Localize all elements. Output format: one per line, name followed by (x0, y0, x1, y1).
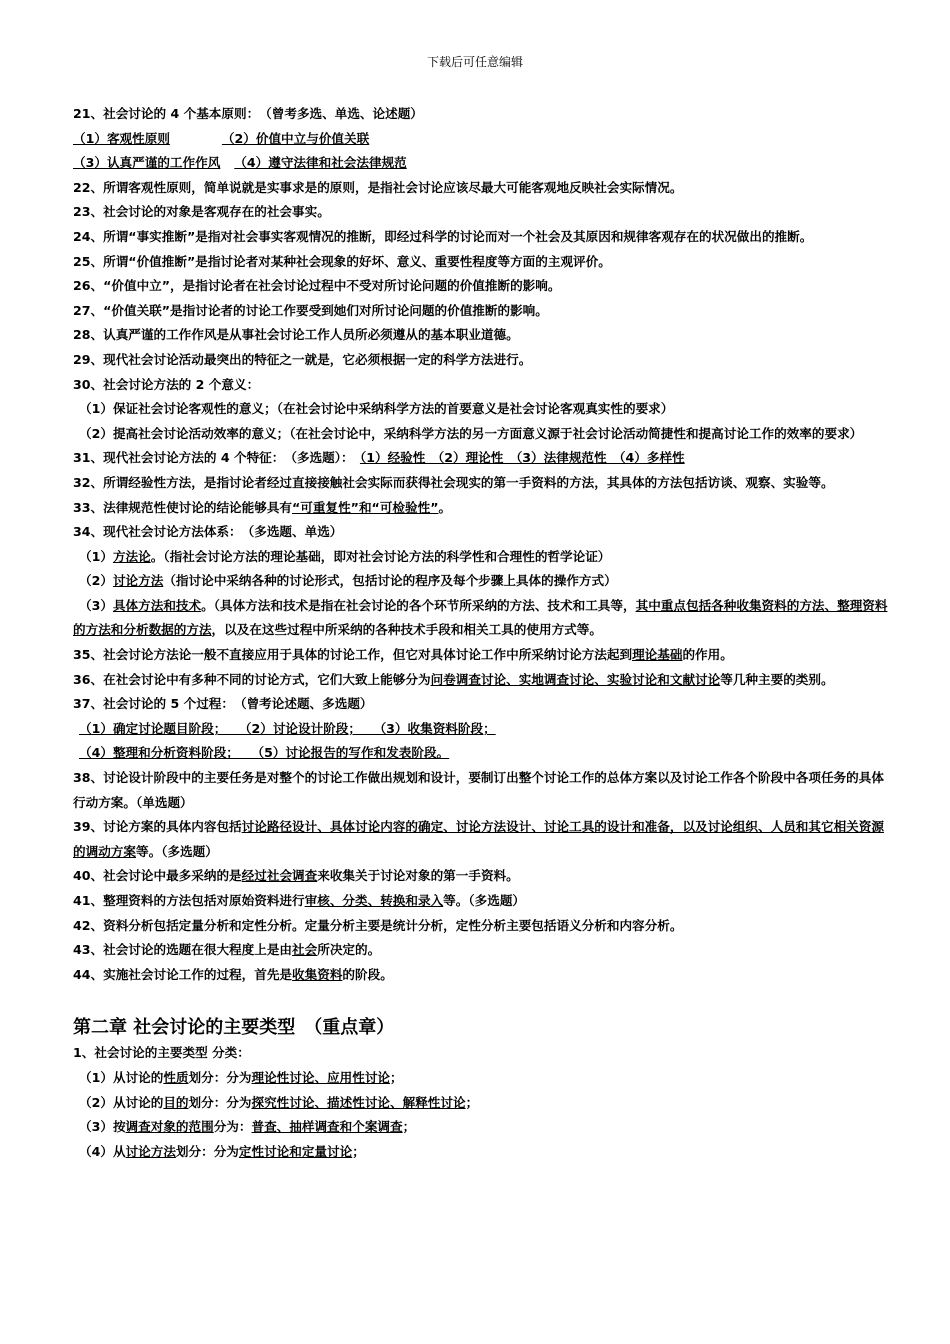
stages: （1）确定讨论题目阶段； （2）讨论设计阶段； （3）收集资料阶段； (79, 720, 496, 736)
item-33 (73, 496, 893, 521)
item-note: （多选题）： (290, 450, 348, 466)
text: 。（具体方法和技术是指在社会讨论的各个环节所采纳的方法、技术和工具等， (201, 597, 636, 613)
item-30: 30、社会讨论方法的 2 个意义： (73, 376, 260, 392)
item-36 (73, 668, 893, 693)
option: （4）遵守法律和社会法律规范 (234, 155, 407, 171)
chapter-item-1-1 (79, 1066, 893, 1091)
underlined-text: 具体方法和技术 (112, 597, 202, 613)
underlined-text: 调查对象的范围 (125, 1119, 214, 1135)
item-42: 42、资料分析包括定量分析和定性分析。定量分析主要是统计分析，定性分析主要包括语义分析和内容分析。 (73, 917, 683, 933)
item-32: 32、所谓经验性方法，是指讨论者经过直接接触社会实际而获得社会现实的第一手资料的方法，其具体的方法包括访谈、观察、实验等。 (73, 474, 834, 490)
document-body (73, 102, 893, 1164)
item-34-3 (73, 594, 893, 643)
chapter-heading (73, 1015, 893, 1041)
underlined-text: 目的 (163, 1094, 189, 1110)
text: 35、社会讨论方法论一般不直接应用于具体的讨论工作，但它对具体讨论工作中所采纳讨论方法起到 (73, 647, 633, 663)
item-23: 23、社会讨论的对象是客观存在的社会事实。 (73, 204, 330, 220)
text: （3）按 (79, 1119, 126, 1135)
underlined-text: 理论基础 (632, 647, 683, 663)
text: 的阶段。 (342, 966, 393, 982)
text: 划分：分为 (188, 1069, 252, 1085)
item-34 (73, 520, 893, 545)
item-note: （多选题、单选） (247, 524, 343, 540)
text: 40、社会讨论中最多采纳的是 (73, 868, 242, 884)
item-37-1 (79, 717, 893, 742)
underlined-text: 经过社会调查 (241, 868, 318, 884)
item-28: 28、认真严谨的工作作风是从事社会讨论工作人员所必须遵从的基本职业道德。 (73, 327, 519, 343)
underlined-text: 审核、分类、转换和录入 (304, 893, 444, 908)
text: （2）从讨论的 (79, 1094, 164, 1110)
item-21 (73, 102, 893, 127)
text: 36、在社会讨论中有多种不同的讨论方式，它们大致上能够分为 (73, 671, 431, 687)
text: 所决定的。 (317, 942, 381, 958)
chapter-item-1-4 (79, 1140, 893, 1165)
text: 分为： (213, 1119, 252, 1135)
item-44 (73, 963, 893, 988)
text: 等几种主要的类别。 (720, 671, 834, 687)
underlined-text: 讨论路径设计、具体讨论内容的确定、讨论方法设计、讨论工具的设计和准备，以及讨论组织、人员和其它相关资源的调动方案 (73, 819, 884, 859)
chapter-item-1: 1、社会讨论的主要类型 分类： (73, 1045, 250, 1061)
text: ； (465, 1094, 479, 1110)
item-text: 21、社会讨论的 4 个基本原则： (73, 106, 253, 121)
underlined-text: 普查、抽样调查和个案调查 (251, 1119, 403, 1135)
item-30-2: （2）提高社会讨论活动效率的意义；（在社会讨论中，采纳科学方法的另一方面意义源于社会讨论活动简捷性和提高讨论工作的效率的要求） (79, 425, 863, 441)
text: 。（指社会讨论方法的理论基础，即对社会讨论方法的科学性和合理性的哲学论证） (150, 548, 611, 564)
text: 划分：分为 (188, 1094, 252, 1110)
item-35 (73, 643, 893, 668)
page-header: 下载后可任意编辑 (426, 55, 523, 69)
text: ； (402, 1119, 416, 1135)
item-note: （曾考论述题、多选题） (240, 696, 373, 712)
option: （2）价值中立与价值关联 (221, 130, 370, 146)
item-24: 24、所谓“事实推断”是指对社会事实客观情况的推断，即经过科学的讨论而对一个社会及其原因和规律客观存在的状况做出的推断。 (73, 228, 813, 244)
stages: （4）整理和分析资料阶段； （5）讨论报告的写作和发表阶段。 (79, 745, 450, 761)
chapter-item-1-3 (79, 1115, 893, 1140)
item-note: （曾考多选、单选、论述题） (265, 106, 423, 121)
text: ； (390, 1069, 403, 1085)
underlined-text: 方法论 (112, 548, 151, 564)
item-41 (73, 889, 893, 914)
option: （3）认真严谨的工作作风 (73, 155, 221, 171)
chapter-note: （重点章） (313, 1017, 395, 1039)
text: ，以及在这些过程中所采纳的各种技术手段和相关工具的使用方式等。 (211, 622, 602, 638)
item-text: 37、社会讨论的 5 个过程： (73, 696, 228, 712)
item-21-options-2 (73, 151, 893, 176)
item-31 (73, 446, 893, 471)
option: （1）客观性原则 (73, 130, 170, 146)
text: 划分：分为 (175, 1143, 239, 1159)
text: 来收集关于讨论对象的第一手资料。 (317, 868, 519, 884)
underlined-text: 性质 (163, 1069, 189, 1085)
item-38: 38、讨论设计阶段中的主要任务是对整个的讨论工作做出规划和设计，要制订出整个讨论工作的总体方案以及讨论工作各个阶段中各项任务的具体行动方案。（单选题） (73, 770, 884, 810)
chapter-item-1-2 (79, 1091, 893, 1116)
text: （指讨论中采纳各种的讨论形式，包括讨论的程序及每个步骤上具体的操作方式） (163, 573, 617, 589)
text: 等。（多选题） (443, 893, 526, 908)
item-43 (73, 938, 893, 963)
underlined-text: 社会 (292, 942, 318, 958)
chapter-title: 第二章 社会讨论的主要类型 (73, 1017, 296, 1039)
text: 。 (438, 499, 452, 515)
item-34-2 (79, 569, 893, 594)
item-features: （1）经验性 （2）理论性 （3）法律规范性 （4）多样性 (359, 450, 685, 466)
text: （1）从讨论的 (79, 1069, 164, 1085)
item-25: 25、所谓“价值推断”是指讨论者对某种社会现象的好坏、意义、重要性程度等方面的主观评价。 (73, 253, 611, 269)
text: 44、实施社会讨论工作的过程，首先是 (73, 966, 293, 982)
item-40 (73, 864, 893, 889)
text: 33、法律规范性使讨论的结论能够具有 (73, 499, 293, 515)
text: 43、社会讨论的选题在很大程度上是由 (73, 942, 293, 958)
underlined-text: 讨论方法 (112, 573, 164, 589)
item-30-1: （1）保证社会讨论客观性的意义；（在社会讨论中采纳科学方法的首要意义是社会讨论客观真实性的要求） (79, 401, 674, 417)
text: 等。（多选题） (135, 843, 218, 859)
item-22: 22、所谓客观性原则，简单说就是实事求是的原则，是指社会讨论应该尽最大可能客观地反映社会实际情况。 (73, 179, 683, 195)
text: （4）从 (79, 1143, 126, 1159)
item-27: 27、“价值关联”是指讨论者的讨论工作要受到她们对所讨论问题的价值推断的影响。 (73, 302, 548, 318)
underlined-text: 理论性讨论、应用性讨论 (251, 1069, 391, 1085)
item-37-2 (79, 741, 893, 766)
underlined-text: 探究性讨论、描述性讨论、解释性讨论 (251, 1094, 466, 1110)
item-text: 31、现代社会讨论方法的 4 个特征： (73, 450, 279, 466)
text: 39、讨论方案的具体内容包括 (73, 819, 242, 835)
text: ； (352, 1143, 365, 1159)
item-text: 34、现代社会讨论方法体系： (73, 524, 236, 540)
item-34-1 (79, 545, 893, 570)
item-21-options-1 (73, 127, 893, 152)
underlined-text: 讨论方法 (125, 1143, 176, 1159)
underlined-text: 定性讨论和定量讨论 (238, 1143, 353, 1159)
item-37 (73, 692, 893, 717)
item-29: 29、现代社会讨论活动最突出的特征之一就是，它必须根据一定的科学方法进行。 (73, 351, 532, 367)
text: （1） (79, 548, 113, 564)
text: （2） (79, 573, 113, 589)
underlined-text: 其中重点包括各种收集资料的方法、整理资料的方法和分析数据的方法 (73, 597, 888, 638)
underlined-text: 问卷调查讨论、实地调查讨论、实验讨论和文献讨论 (430, 671, 721, 687)
text: 41、整理资料的方法包括对原始资料进行 (73, 893, 305, 908)
item-39 (73, 815, 893, 864)
item-26: 26、“价值中立”，是指讨论者在社会讨论过程中不受对所讨论问题的价值推断的影响。 (73, 278, 561, 294)
text: 的作用。 (682, 647, 733, 663)
underlined-text: 收集资料 (292, 966, 343, 982)
underlined-text: “可重复性”和“可检验性” (292, 499, 439, 515)
text: （3） (79, 597, 113, 613)
